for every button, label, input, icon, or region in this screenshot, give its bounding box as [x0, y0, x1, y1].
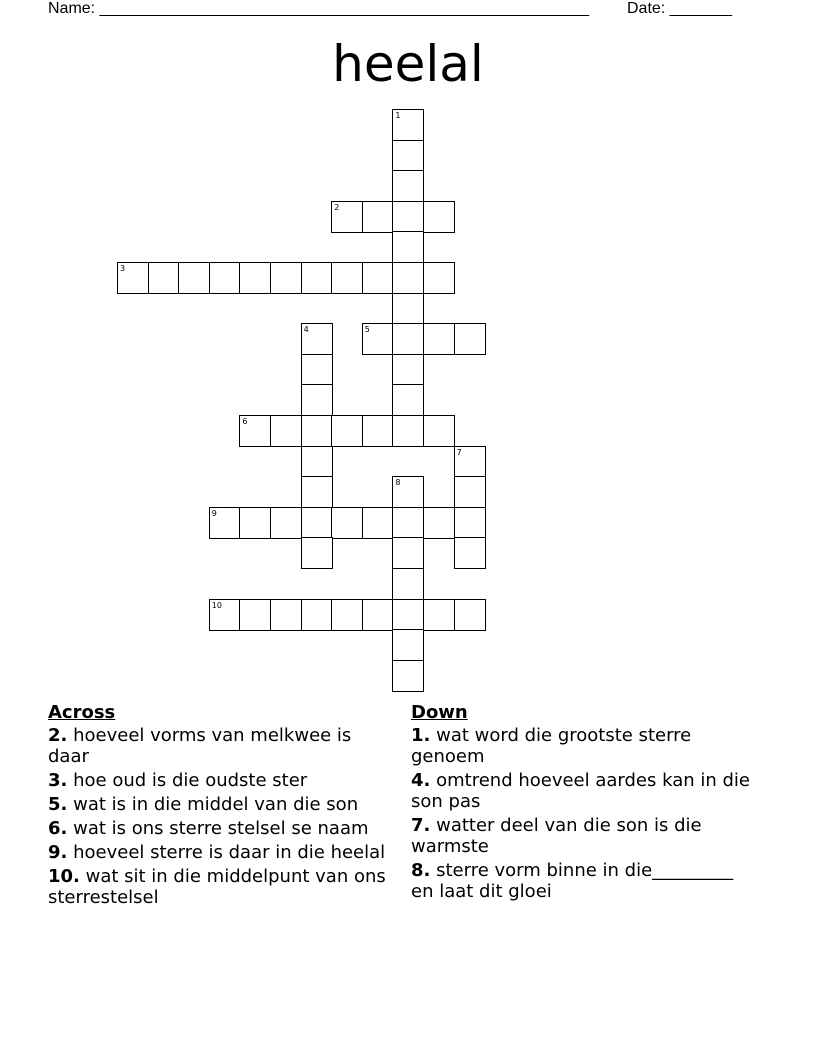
grid-cell[interactable]: [209, 507, 241, 539]
grid-cell[interactable]: [362, 415, 394, 447]
grid-cell[interactable]: [301, 384, 333, 416]
date-field-label[interactable]: Date: _______: [627, 0, 732, 17]
grid-cell[interactable]: [423, 201, 455, 233]
grid-cell[interactable]: [239, 599, 271, 631]
grid-cell[interactable]: [362, 201, 394, 233]
clue-number-label: 10.: [48, 866, 80, 887]
name-field-label[interactable]: Name: _______________________________________________________: [48, 0, 589, 17]
grid-cell[interactable]: [301, 599, 333, 631]
down-clue: [411, 725, 756, 767]
grid-cell[interactable]: [362, 262, 394, 294]
across-clue: [48, 794, 393, 815]
clue-number-label: 3.: [48, 770, 68, 791]
grid-cell[interactable]: [362, 323, 394, 355]
clue-text: omtrend hoeveel aardes kan in die son pas: [411, 770, 750, 812]
clue-number-label: 6.: [48, 818, 68, 839]
clue-number: 6: [242, 417, 248, 426]
grid-cell[interactable]: [454, 323, 486, 355]
clue-number-label: 1.: [411, 725, 431, 746]
grid-cell[interactable]: [301, 537, 333, 569]
grid-cell[interactable]: [454, 476, 486, 508]
grid-cell[interactable]: [270, 507, 302, 539]
across-clue: [48, 866, 393, 908]
grid-cell[interactable]: [239, 507, 271, 539]
down-clue: [411, 770, 756, 812]
grid-cell[interactable]: [301, 476, 333, 508]
down-heading: Down: [411, 702, 468, 723]
clue-number-label: 7.: [411, 815, 431, 836]
across-clue: [48, 725, 393, 767]
puzzle-title: heelal: [332, 35, 484, 93]
grid-cell[interactable]: [423, 599, 455, 631]
clue-text: wat is ons sterre stelsel se naam: [67, 818, 369, 839]
down-clue-list: [411, 725, 756, 902]
grid-cell[interactable]: [392, 354, 424, 386]
grid-cell[interactable]: [331, 507, 363, 539]
grid-cell[interactable]: [239, 262, 271, 294]
grid-cell[interactable]: [301, 323, 333, 355]
grid-cell[interactable]: [392, 201, 424, 233]
grid-cell[interactable]: [270, 262, 302, 294]
grid-cell[interactable]: [239, 415, 271, 447]
grid-cell[interactable]: [270, 599, 302, 631]
grid-cell[interactable]: [454, 599, 486, 631]
grid-cell[interactable]: [331, 201, 363, 233]
grid-cell[interactable]: [331, 262, 363, 294]
grid-cell[interactable]: [148, 262, 180, 294]
grid-cell[interactable]: [209, 262, 241, 294]
grid-cell[interactable]: [392, 599, 424, 631]
across-heading: Across: [48, 702, 116, 723]
down-clue: [411, 860, 756, 902]
grid-cell[interactable]: [392, 140, 424, 172]
grid-cell[interactable]: [392, 507, 424, 539]
grid-cell[interactable]: [423, 323, 455, 355]
grid-cell[interactable]: [392, 231, 424, 263]
clue-number: 5: [364, 325, 370, 335]
grid-cell[interactable]: [392, 323, 424, 355]
clue-text: hoeveel vorms van melkwee is daar: [48, 725, 352, 767]
grid-cell[interactable]: [209, 599, 241, 631]
grid-cell[interactable]: [392, 537, 424, 569]
grid-cell[interactable]: [301, 262, 333, 294]
clue-text: wat is in die middel van die son: [67, 794, 359, 815]
grid-cell[interactable]: [331, 599, 363, 631]
clue-number-label: 2.: [48, 725, 68, 746]
grid-cell[interactable]: [392, 262, 424, 294]
grid-cell[interactable]: [392, 476, 424, 508]
clue-number: 1: [395, 111, 401, 120]
grid-cell[interactable]: [362, 599, 394, 631]
clue-number: 7: [456, 447, 462, 457]
across-clue: [48, 818, 393, 839]
grid-cell[interactable]: [301, 446, 333, 478]
grid-cell[interactable]: [301, 507, 333, 539]
clue-number: 8: [395, 478, 401, 488]
grid-cell[interactable]: [423, 507, 455, 539]
grid-cell[interactable]: [117, 262, 149, 294]
grid-cell[interactable]: [270, 415, 302, 447]
grid-cell[interactable]: [392, 384, 424, 416]
across-clue: [48, 842, 393, 863]
clue-text: hoe oud is die oudste ster: [67, 770, 308, 791]
grid-cell[interactable]: [392, 660, 424, 692]
down-clues: [411, 702, 756, 905]
across-clue: [48, 770, 393, 791]
clue-text: wat word die grootste sterre genoem: [411, 725, 692, 767]
clue-number-label: 9.: [48, 842, 68, 863]
grid-cell[interactable]: [423, 415, 455, 447]
grid-cell[interactable]: [454, 446, 486, 478]
grid-cell[interactable]: [301, 354, 333, 386]
clue-number-label: 8.: [411, 860, 431, 881]
grid-cell[interactable]: [392, 415, 424, 447]
clue-number: 2: [334, 202, 340, 212]
grid-cell[interactable]: [454, 507, 486, 539]
grid-cell[interactable]: [392, 170, 424, 202]
grid-cell[interactable]: [392, 293, 424, 325]
grid-cell[interactable]: [331, 415, 363, 447]
grid-cell[interactable]: [392, 109, 424, 141]
down-clue: [411, 815, 756, 857]
clue-number: 4: [303, 325, 309, 335]
grid-cell[interactable]: [178, 262, 210, 294]
grid-cell[interactable]: [392, 629, 424, 661]
clue-number: 3: [120, 264, 126, 273]
clue-number-label: 5.: [48, 794, 68, 815]
clue-text: sterre vorm binne in die_________ en laat dit gloei: [411, 860, 734, 902]
clue-number: 10: [211, 600, 222, 610]
grid-cell[interactable]: [423, 262, 455, 294]
grid-cell[interactable]: [454, 537, 486, 569]
clue-text: watter deel van die son is die warmste: [411, 815, 702, 857]
clue-number-label: 4.: [411, 770, 431, 791]
clue-text: hoeveel sterre is daar in die heelal: [67, 842, 386, 863]
across-clues: [48, 702, 393, 911]
grid-cell[interactable]: [362, 507, 394, 539]
across-clue-list: [48, 725, 393, 908]
clue-text: wat sit in die middelpunt van ons sterrestelsel: [48, 866, 386, 908]
clue-number: 9: [211, 508, 217, 518]
grid-cell[interactable]: [392, 568, 424, 600]
grid-cell[interactable]: [301, 415, 333, 447]
